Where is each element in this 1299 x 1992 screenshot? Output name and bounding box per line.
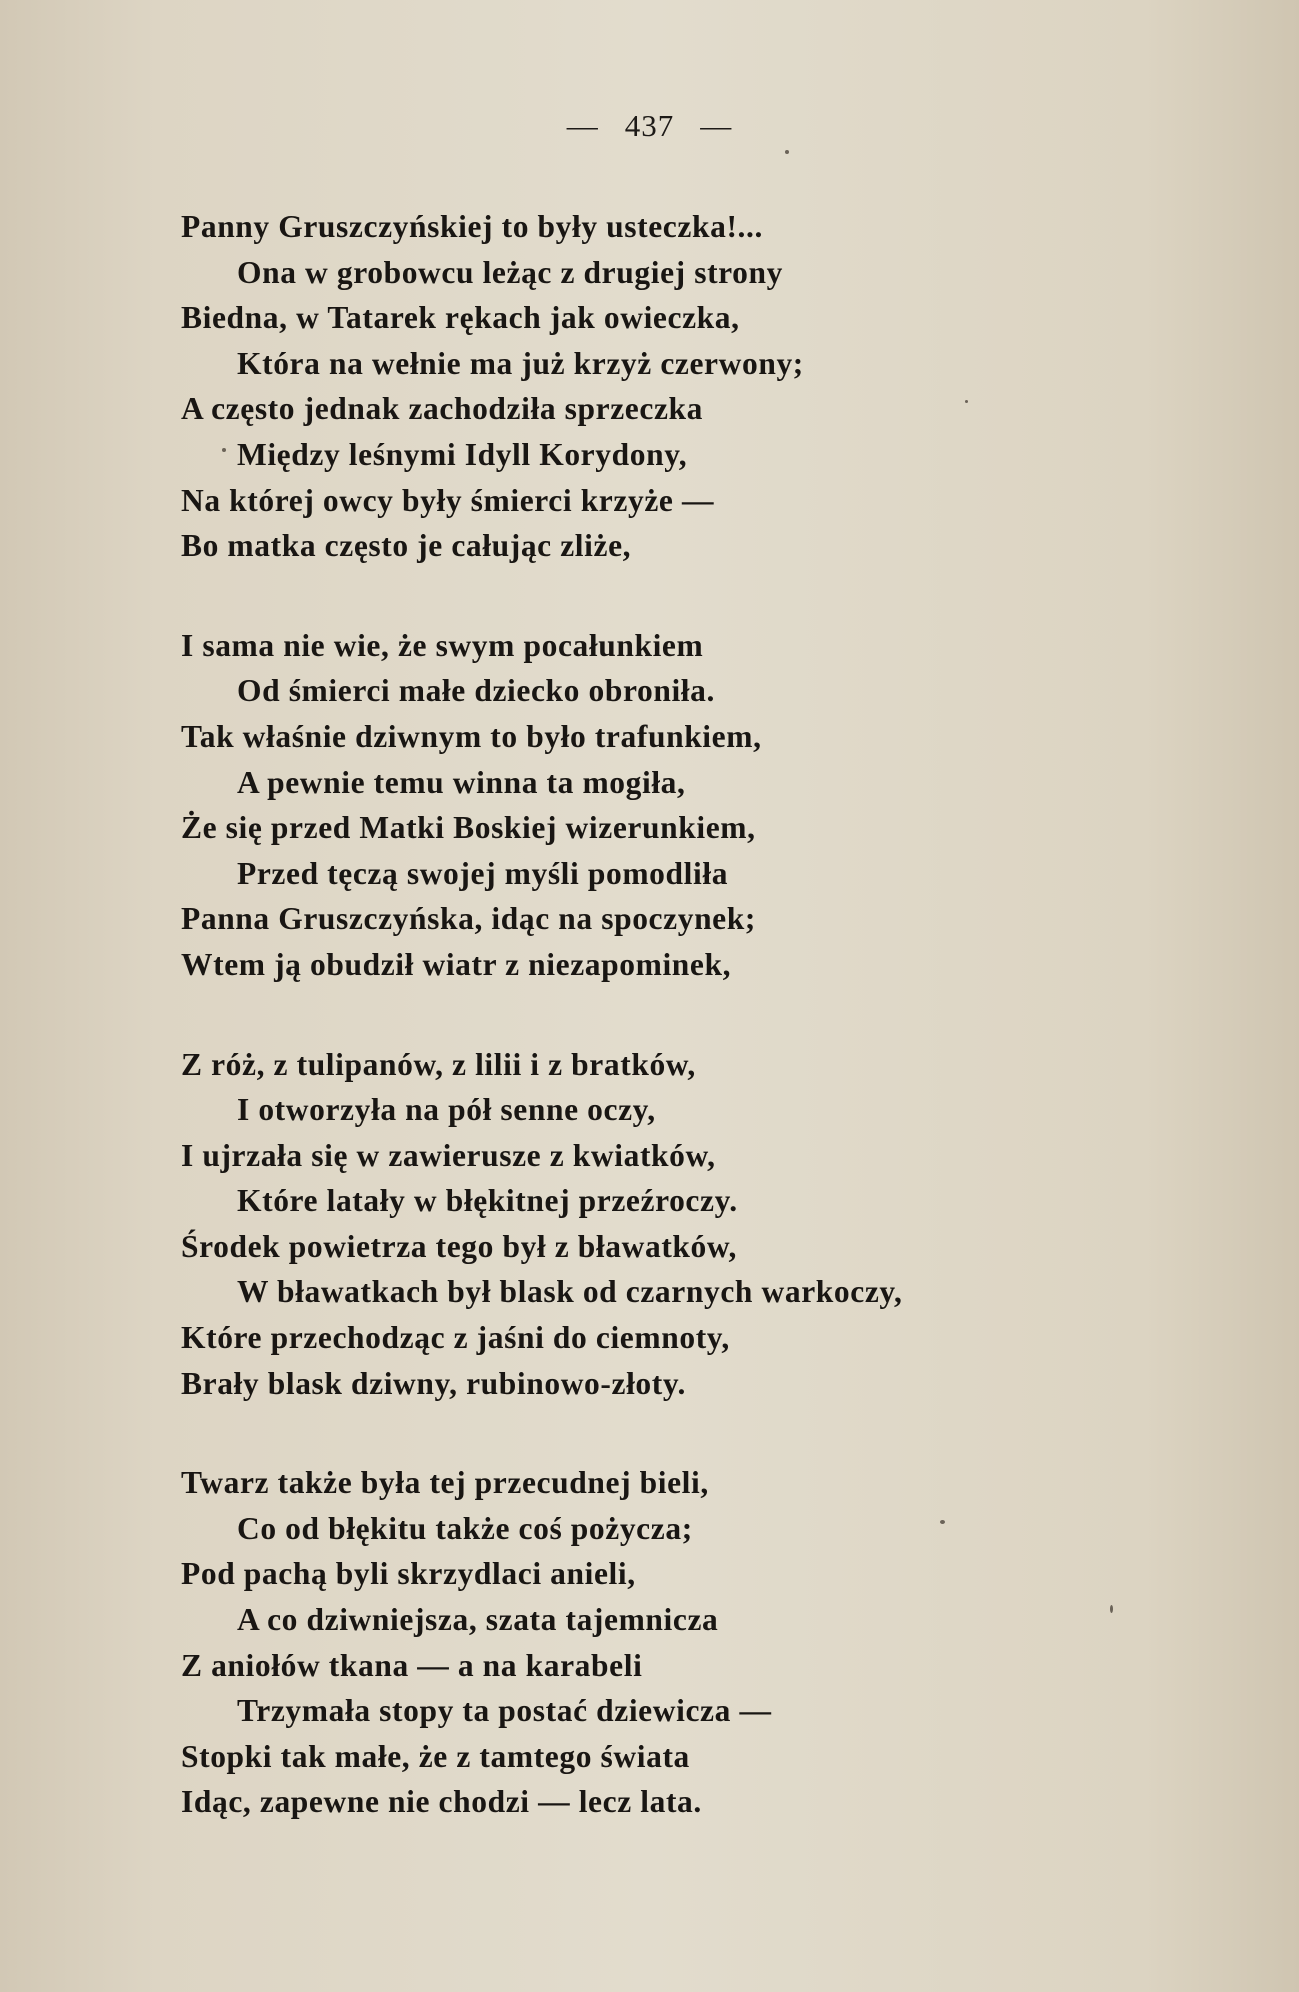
poem-line: Która na wełnie ma już krzyż czerwony; (237, 345, 804, 381)
poem-line: Idąc, zapewne nie chodzi — lecz lata. (181, 1784, 702, 1820)
poem-line: Między leśnymi Idyll Korydony, (237, 436, 688, 472)
poem-line: Że się przed Matki Boskiej wizerunkiem, (181, 810, 756, 846)
poem-line: Brały blask dziwny, rubinowo-złoty. (181, 1365, 686, 1401)
page-number (0, 108, 1299, 144)
poem-line: Na której owcy były śmierci krzyże — (181, 482, 715, 518)
poem-line: Twarz także była tej przecudnej bieli, (181, 1465, 709, 1501)
poem-line: Stopki tak małe, że z tamtego świata (181, 1738, 690, 1774)
poem-line: Bo matka często je całując zliże, (181, 528, 632, 564)
paper-speck (785, 150, 789, 154)
poem-line: Z róż, z tulipanów, z lilii i z bratków, (181, 1046, 696, 1082)
poem-line: Wtem ją obudził wiatr z niezapominek, (181, 946, 732, 982)
poem-line: I sama nie wie, że swym pocałunkiem (181, 627, 704, 663)
poem-line: Przed tęczą swojej myśli pomodliła (237, 855, 729, 891)
paper-speck (965, 400, 968, 403)
paper-speck (1110, 1605, 1113, 1613)
poem-line: Co od błękitu także coś pożycza; (237, 1510, 693, 1546)
stanza (0, 623, 1299, 988)
poem-line: Które latały w błękitnej przeźroczy. (237, 1183, 738, 1219)
stanza (0, 1460, 1299, 1825)
poem-line: Od śmierci małe dziecko obroniła. (237, 673, 715, 709)
poem-text (0, 204, 1299, 1879)
poem-line: Ona w grobowcu leżąc z drugiej strony (237, 254, 783, 290)
poem-line: Biedna, w Tatarek rękach jak owieczka, (181, 300, 740, 336)
poem-line: Które przechodząc z jaśni do ciemnoty, (181, 1320, 730, 1356)
poem-line: Z aniołów tkana — a na karabeli (181, 1647, 643, 1683)
poem-line: A pewnie temu winna ta mogiła, (237, 764, 686, 800)
poem-line: A często jednak zachodziła sprzeczka (181, 391, 704, 427)
poem-line: A co dziwniejsza, szata tajemnicza (237, 1602, 719, 1638)
poem-line: I ujrzała się w zawierusze z kwiatków, (181, 1137, 716, 1173)
page-number-dash-left: — (566, 108, 599, 143)
page-number-value: 437 (624, 108, 675, 143)
stanza (0, 204, 1299, 569)
stanza (0, 1042, 1299, 1407)
poem-line: Panna Gruszczyńska, idąc na spoczynek; (181, 901, 756, 937)
poem-line: W bławatkach był blask od czarnych warkoczy, (237, 1274, 903, 1310)
paper-speck (940, 1520, 945, 1524)
poem-line: Tak właśnie dziwnym to było trafunkiem, (181, 718, 762, 754)
poem-line: Środek powietrza tego był z bławatków, (181, 1228, 737, 1264)
poem-line: Panny Gruszczyńskiej to były usteczka!... (181, 209, 763, 244)
poem-line: Pod pachą byli skrzydlaci anieli, (181, 1556, 636, 1592)
page-number-dash-right: — (700, 108, 733, 143)
poem-line: I otworzyła na pół senne oczy, (237, 1092, 656, 1128)
paper-speck (222, 448, 226, 452)
poem-line: Trzymała stopy ta postać dziewicza — (237, 1693, 772, 1729)
